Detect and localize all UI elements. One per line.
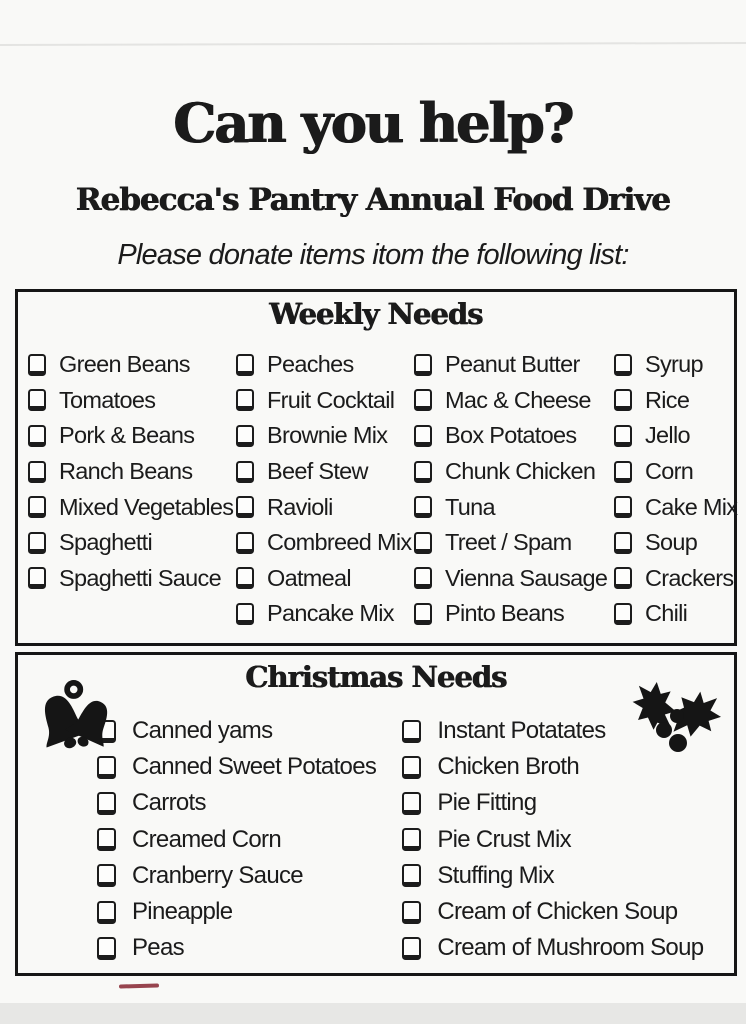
christmas-column-1	[97, 713, 402, 966]
item-label: Ravioli	[267, 493, 333, 520]
checklist-item	[402, 785, 734, 821]
checklist-item	[402, 858, 734, 894]
item-label: Pinto Beans	[445, 600, 565, 627]
checkbox-icon[interactable]	[236, 461, 254, 483]
checkbox-icon[interactable]	[614, 603, 632, 625]
item-label: Combreed Mix	[267, 529, 412, 556]
item-label: Ranch Beans	[59, 458, 193, 485]
item-label: Soup	[645, 529, 698, 556]
item-label: Cream of Chicken Soup	[437, 898, 678, 926]
holly-icon	[631, 675, 721, 770]
checklist-item	[236, 347, 414, 383]
checklist-item	[414, 525, 614, 561]
checklist-item	[28, 347, 236, 383]
checklist-item	[28, 418, 236, 454]
checkbox-icon[interactable]	[402, 937, 421, 960]
checkbox-icon[interactable]	[28, 567, 46, 589]
checklist-item	[614, 454, 734, 490]
item-label: Vienna Sausage	[445, 564, 608, 591]
checkbox-icon[interactable]	[97, 937, 116, 960]
checkbox-icon[interactable]	[414, 461, 432, 483]
item-label: Tuna	[445, 493, 495, 520]
checklist-item	[236, 525, 414, 561]
item-label: Jello	[645, 422, 690, 449]
checklist-item	[614, 489, 738, 525]
weekly-column-1	[28, 347, 236, 632]
checkbox-icon[interactable]	[414, 354, 432, 376]
checkbox-icon[interactable]	[236, 425, 254, 447]
checkbox-icon[interactable]	[236, 389, 254, 411]
item-label: Fruit Cocktail	[267, 386, 395, 413]
item-label: Peanut Butter	[445, 351, 580, 378]
checkbox-icon[interactable]	[97, 828, 116, 851]
weekly-needs-columns	[18, 347, 738, 632]
checkbox-icon[interactable]	[236, 496, 254, 518]
checklist-item	[414, 383, 614, 419]
item-label: Creamed Corn	[132, 825, 281, 853]
checkbox-icon[interactable]	[614, 354, 632, 376]
checkbox-icon[interactable]	[414, 389, 432, 411]
checklist-item	[97, 785, 402, 821]
scan-artifact-top-line	[0, 42, 746, 46]
item-label: Chicken Broth	[437, 753, 579, 781]
item-label: Cream of Mushroom Soup	[437, 934, 704, 962]
item-label: Pie Crust Mix	[437, 825, 571, 853]
checkbox-icon[interactable]	[28, 389, 46, 411]
item-label: Green Beans	[59, 351, 190, 378]
checklist-item	[236, 489, 414, 525]
checkbox-icon[interactable]	[402, 864, 421, 887]
checklist-item	[28, 489, 236, 525]
checklist-item	[97, 822, 402, 858]
checkbox-icon[interactable]	[236, 603, 254, 625]
christmas-needs-section	[15, 652, 737, 976]
checklist-item	[614, 347, 734, 383]
checklist-item	[28, 561, 236, 597]
checkbox-icon[interactable]	[414, 532, 432, 554]
checkbox-icon[interactable]	[28, 532, 46, 554]
item-label: Pancake Mix	[267, 600, 394, 627]
checkbox-icon[interactable]	[614, 425, 632, 447]
checklist-item	[414, 596, 614, 632]
item-label: Stuffing Mix	[437, 861, 554, 889]
red-pen-mark	[119, 983, 159, 988]
checklist-item	[97, 858, 402, 894]
checkbox-icon[interactable]	[402, 901, 421, 924]
checklist-item	[402, 822, 734, 858]
checklist-item	[414, 561, 614, 597]
item-label: Carrots	[132, 789, 206, 817]
item-label: Chili	[645, 600, 688, 627]
item-label: Spaghetti Sauce	[59, 564, 221, 591]
item-label: Chunk Chicken	[445, 458, 596, 485]
christmas-needs-columns	[18, 713, 734, 966]
checklist-item	[614, 383, 734, 419]
checkbox-icon[interactable]	[614, 496, 632, 518]
item-label: Cranberry Sauce	[132, 861, 303, 889]
item-label: Peas	[132, 934, 184, 962]
weekly-column-3	[414, 347, 614, 632]
checkbox-icon[interactable]	[28, 496, 46, 518]
weekly-needs-heading: Weekly Needs	[269, 297, 483, 331]
checklist-item	[97, 713, 402, 749]
checklist-item	[28, 525, 236, 561]
checklist-item	[236, 596, 414, 632]
checklist-item	[614, 418, 734, 454]
item-label: Corn	[645, 458, 694, 485]
checklist-item	[402, 930, 734, 966]
checkbox-icon[interactable]	[414, 496, 432, 518]
checklist-item	[236, 383, 414, 419]
item-label: Cake Mix	[645, 493, 738, 520]
item-label: Crackers	[645, 564, 734, 591]
checklist-item	[614, 561, 734, 597]
checklist-item	[97, 894, 402, 930]
item-label: Syrup	[645, 351, 703, 378]
item-label: Pineapple	[132, 898, 233, 926]
checkbox-icon[interactable]	[236, 567, 254, 589]
checkbox-icon[interactable]	[402, 720, 421, 743]
checklist-item	[414, 489, 614, 525]
checklist-item	[28, 383, 236, 419]
checkbox-icon[interactable]	[236, 532, 254, 554]
item-label: Treet / Spam	[445, 529, 572, 556]
scan-artifact-bottom-band	[0, 1003, 746, 1024]
checklist-item	[414, 347, 614, 383]
item-label: Rice	[645, 386, 690, 413]
item-label: Peaches	[267, 351, 354, 378]
page-subtitle: Rebecca's Pantry Annual Food Drive	[75, 182, 671, 218]
checkbox-icon[interactable]	[414, 425, 432, 447]
checkbox-icon[interactable]	[97, 864, 116, 887]
checklist-item	[614, 596, 734, 632]
item-label: Pork & Beans	[59, 422, 195, 449]
item-label: Box Potatoes	[445, 422, 577, 449]
item-label: Oatmeal	[267, 564, 351, 591]
checklist-item	[402, 894, 734, 930]
item-label: Mac & Cheese	[445, 386, 591, 413]
checkbox-icon[interactable]	[402, 792, 421, 815]
weekly-column-4	[614, 347, 738, 632]
checkbox-icon[interactable]	[236, 354, 254, 376]
item-label: Pie Fitting	[437, 789, 537, 817]
item-label: Mixed Vegetables	[59, 493, 234, 520]
checkbox-icon[interactable]	[614, 532, 632, 554]
checklist-item	[236, 418, 414, 454]
checkbox-icon[interactable]	[97, 792, 116, 815]
item-label: Spaghetti	[59, 529, 153, 556]
checkbox-icon[interactable]	[414, 603, 432, 625]
checkbox-icon[interactable]	[28, 425, 46, 447]
checklist-item	[614, 525, 734, 561]
checkbox-icon[interactable]	[402, 828, 421, 851]
weekly-needs-section	[15, 289, 737, 646]
instruction-text: Please donate items itom the following list:	[117, 239, 629, 271]
checkbox-icon[interactable]	[28, 354, 46, 376]
checklist-item	[236, 561, 414, 597]
item-label: Instant Potatates	[437, 717, 606, 745]
checklist-item	[97, 749, 402, 785]
item-label: Tomatoes	[59, 386, 156, 413]
item-label: Canned Sweet Potatoes	[132, 753, 377, 781]
checkbox-icon[interactable]	[28, 461, 46, 483]
checklist-item	[414, 454, 614, 490]
weekly-column-2	[236, 347, 414, 632]
checklist-item	[28, 454, 236, 490]
checkbox-icon[interactable]	[97, 901, 116, 924]
checkbox-icon[interactable]	[414, 567, 432, 589]
checkbox-icon[interactable]	[614, 461, 632, 483]
item-label: Beef Stew	[267, 458, 368, 485]
page-title: Can you help?	[173, 91, 573, 155]
checkbox-icon[interactable]	[402, 756, 421, 779]
checklist-item	[236, 454, 414, 490]
bells-icon	[30, 679, 125, 772]
checklist-item	[414, 418, 614, 454]
christmas-needs-heading: Christmas Needs	[245, 660, 507, 694]
item-label: Brownie Mix	[267, 422, 388, 449]
item-label: Canned yams	[132, 717, 273, 745]
checkbox-icon[interactable]	[614, 567, 632, 589]
checklist-item	[97, 930, 402, 966]
checkbox-icon[interactable]	[614, 389, 632, 411]
